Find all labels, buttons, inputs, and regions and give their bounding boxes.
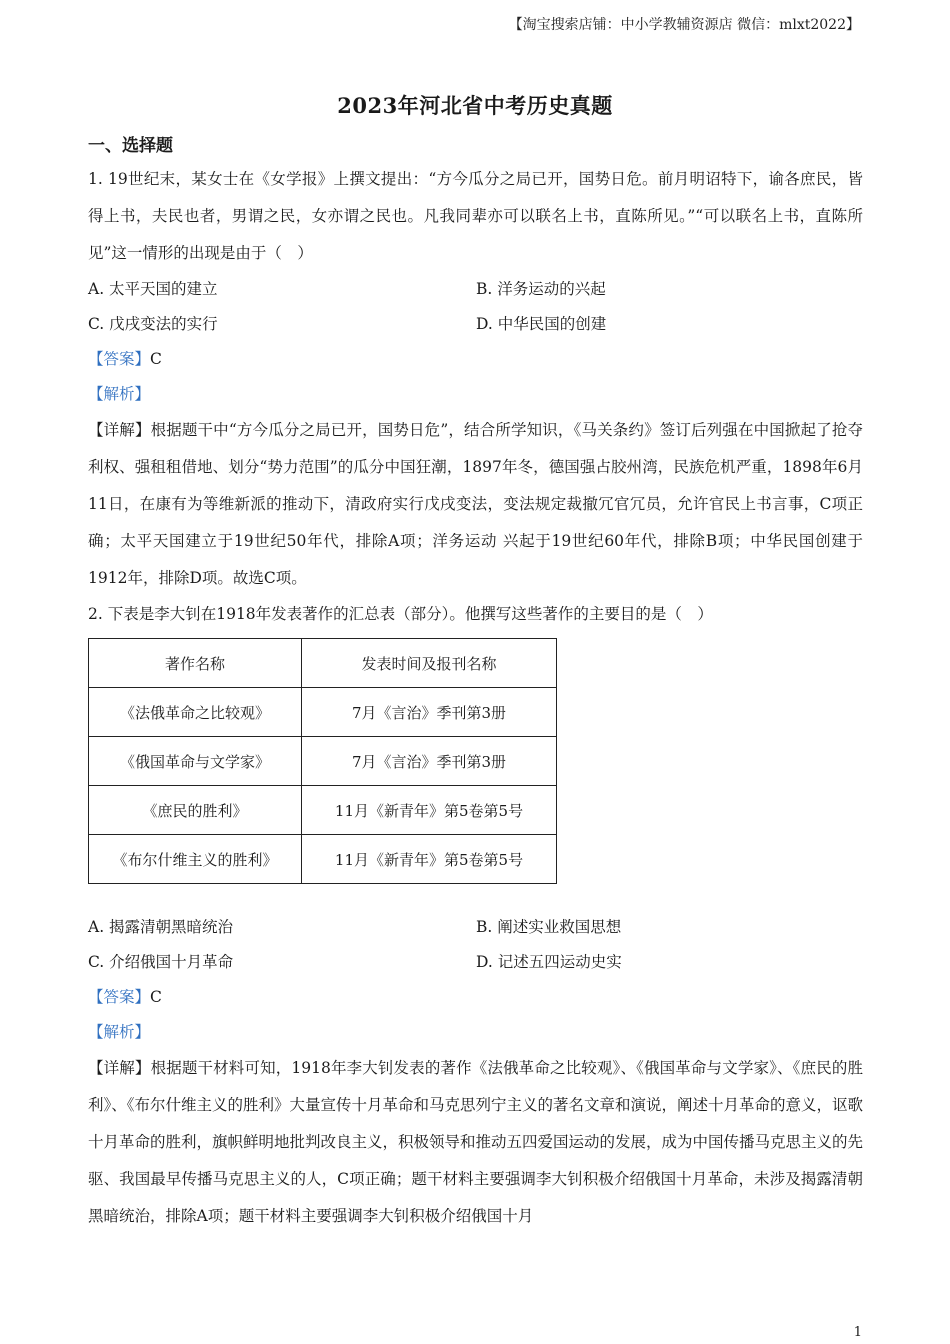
option-a: A. 揭露清朝黑暗统治 bbox=[88, 918, 234, 936]
answer-value: C bbox=[150, 988, 162, 1006]
table-cell: 7月《言治》季刊第3册 bbox=[302, 737, 557, 786]
option-b: B. 阐述实业救国思想 bbox=[476, 918, 622, 936]
works-table bbox=[88, 638, 557, 884]
table-row bbox=[89, 786, 557, 835]
page-title: 2023年河北省中考历史真题 bbox=[337, 93, 613, 118]
option-d: D. 记述五四运动史实 bbox=[476, 953, 622, 971]
option-list bbox=[88, 272, 863, 342]
table-cell: 7月《言治》季刊第3册 bbox=[302, 688, 557, 737]
question-stem: 2. 下表是李大钊在1918年发表著作的汇总表（部分）。他撰写这些著作的主要目的是（ ） bbox=[88, 605, 713, 623]
answer-label: 【答案】 bbox=[88, 988, 151, 1006]
analysis-label: 【解析】 bbox=[88, 1023, 151, 1041]
section-title: 一、选择题 bbox=[88, 136, 173, 156]
detail-text: 【详解】根据题干材料可知，1918年李大钊发表的著作《法俄革命之比较观》、《俄国革命与文学家》、《庶民的胜利》、《布尔什维主义的胜利》大量宣传十月革命和马克思列宁主义的著名文章和演说，阐述十月革命的意义，讴歌十月革命的胜利，旗帜鲜明地批判改良主义，积极领导和推动五四爱国运动的发展，成为中国传播马克思主义的先驱、我国最早传播马克思主义的人，C项正确；题干材料主要强调李大钊积极介绍俄国十月革命，未涉及揭露清朝黑暗统治，排除A项；题干材料主要强调李大钊积极介绍俄国十月 bbox=[88, 1059, 864, 1225]
question-2 bbox=[88, 597, 863, 1235]
option-d: D. 中华民国的创建 bbox=[476, 315, 607, 333]
answer-value: C bbox=[150, 350, 162, 368]
analysis-label: 【解析】 bbox=[88, 385, 151, 403]
option-c: C. 介绍俄国十月革命 bbox=[88, 953, 234, 971]
option-c: C. 戊戌变法的实行 bbox=[88, 315, 218, 333]
table-cell: 《俄国革命与文学家》 bbox=[89, 737, 302, 786]
table-cell: 11月《新青年》第5卷第5号 bbox=[302, 786, 557, 835]
table-cell: 《法俄革命之比较观》 bbox=[89, 688, 302, 737]
question-1 bbox=[88, 161, 863, 597]
table-row bbox=[89, 688, 557, 737]
option-a: A. 太平天国的建立 bbox=[88, 280, 218, 298]
table-header-cell: 发表时间及报刊名称 bbox=[302, 639, 557, 688]
table-row bbox=[89, 835, 557, 884]
table-cell: 11月《新青年》第5卷第5号 bbox=[302, 835, 557, 884]
detail-text: 【详解】根据题干中“方今瓜分之局已开，国势日危”，结合所学知识，《马关条约》签订后列强在中国掀起了抢夺利权、强租租借地、划分“势力范围”的瓜分中国狂潮，1897年冬，德国强占胶州湾，民族危机严重，1898年6月11日，在康有为等维新派的推动下，清政府实行戊戌变法，变法规定裁撤冗官冗员，允许官民上书言事，C项正确；太平天国建立于19世纪50年代，排除A项；洋务运动 兴起于19世纪60年代，排除B项；中华民国创建于1912年，排除D项。故选C项。 bbox=[88, 421, 863, 587]
table-row bbox=[89, 737, 557, 786]
table-header-cell: 著作名称 bbox=[89, 639, 302, 688]
page-number: 1 bbox=[853, 1325, 862, 1340]
answer-line bbox=[88, 342, 863, 377]
question-stem: 1. 19世纪末，某女士在《女学报》上撰文提出：“方今瓜分之局已开，国势日危。前月明诏特下，谕各庶民，皆得上书，夫民也者，男谓之民，女亦谓之民也。凡我同辈亦可以联名上书，直陈所见。”“可以联名上书，直陈所见”这一情形的出现是由于（ ） bbox=[88, 170, 863, 262]
answer-line bbox=[88, 980, 863, 1015]
option-b: B. 洋务运动的兴起 bbox=[476, 280, 606, 298]
table-cell: 《庶民的胜利》 bbox=[89, 786, 302, 835]
table-cell: 《布尔什维主义的胜利》 bbox=[89, 835, 302, 884]
answer-label: 【答案】 bbox=[88, 350, 151, 368]
option-list bbox=[88, 910, 863, 980]
table-header-row bbox=[89, 639, 557, 688]
header-note: 【淘宝搜索店铺：中小学教辅资源店 微信：mlxt2022】 bbox=[508, 17, 860, 33]
document-body bbox=[88, 133, 863, 1235]
